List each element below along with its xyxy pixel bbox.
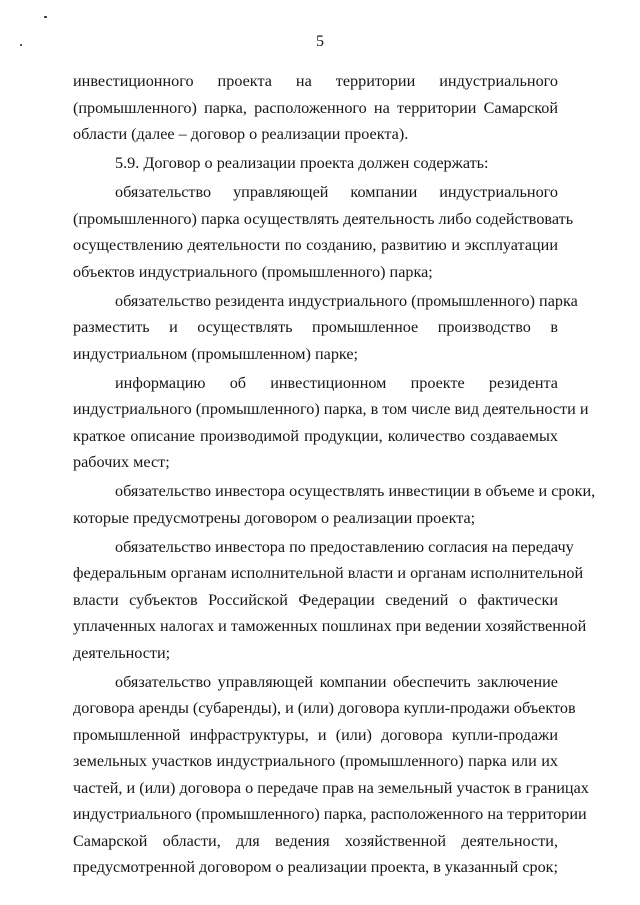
text-line: инвестиционного проекта на территории индустриального xyxy=(73,72,558,90)
page-number: 5 xyxy=(316,33,324,50)
scan-speck xyxy=(44,16,47,18)
text-line: обязательство инвестора по предоставлению согласия на передачу xyxy=(115,537,574,556)
text-line: (промышленного) парка осуществлять деятельность либо содействовать xyxy=(73,209,574,228)
text-line: (промышленного) парка, расположенного на территории Самарской xyxy=(73,98,558,117)
text-line: области (далее – договор о реализации проекта). xyxy=(73,125,409,143)
text-line: деятельности; xyxy=(73,643,171,662)
text-line: объектов индустриального (промышленного) парка; xyxy=(73,262,433,281)
text-line: 5.9. Договор о реализации проекта должен содержать: xyxy=(115,154,489,172)
text-line: рабочих мест; xyxy=(73,453,170,471)
text-line: краткое описание производимой продукции, количество создаваемых xyxy=(73,426,558,445)
text-line: власти субъектов Российской Федерации сведений о фактически xyxy=(73,590,558,609)
text-line: обязательство управляющей компании индустриального xyxy=(115,183,558,201)
text-line: предусмотренной договором о реализации проекта, в указанный срок; xyxy=(73,858,559,876)
text-line: обязательство инвестора осуществлять инвестиции в объеме и сроки, xyxy=(115,482,596,500)
text-line: частей, и (или) договора о передаче прав на земельный участок в границах xyxy=(73,778,589,797)
text-line: осуществлению деятельности по созданию, развитию и эксплуатации xyxy=(73,236,558,254)
text-line: уплаченных налогах и таможенных пошлинах при ведении хозяйственной xyxy=(73,617,587,635)
text-line: индустриального (промышленного) парка, расположенного на территории xyxy=(73,805,587,823)
text-line: обязательство управляющей компании обеспечить заключение xyxy=(115,672,558,691)
text-line: которые предусмотрены договором о реализации проекта; xyxy=(73,508,476,527)
text-line: индустриального (промышленного) парка, в том числе вид деятельности и xyxy=(73,400,589,418)
text-line: Самарской области, для ведения хозяйственной деятельности, xyxy=(73,831,558,850)
text-line: разместить и осуществлять промышленное производство в xyxy=(73,318,558,336)
text-line: промышленной инфраструктуры, и (или) договора купли-продажи xyxy=(73,725,558,744)
text-line: обязательство резидента индустриального (промышленного) парка xyxy=(115,291,578,310)
document-body xyxy=(73,68,596,881)
text-line: информацию об инвестиционном проекте резидента xyxy=(115,373,558,392)
text-line: договора аренды (субаренды), и (или) договора купли-продажи объектов xyxy=(73,699,576,717)
text-line: индустриальном (промышленном) парке; xyxy=(73,344,359,363)
text-line: федеральным органам исполнительной власти и органам исполнительной xyxy=(73,564,584,582)
text-line: земельных участков индустриального (промышленного) парка или их xyxy=(73,752,558,770)
